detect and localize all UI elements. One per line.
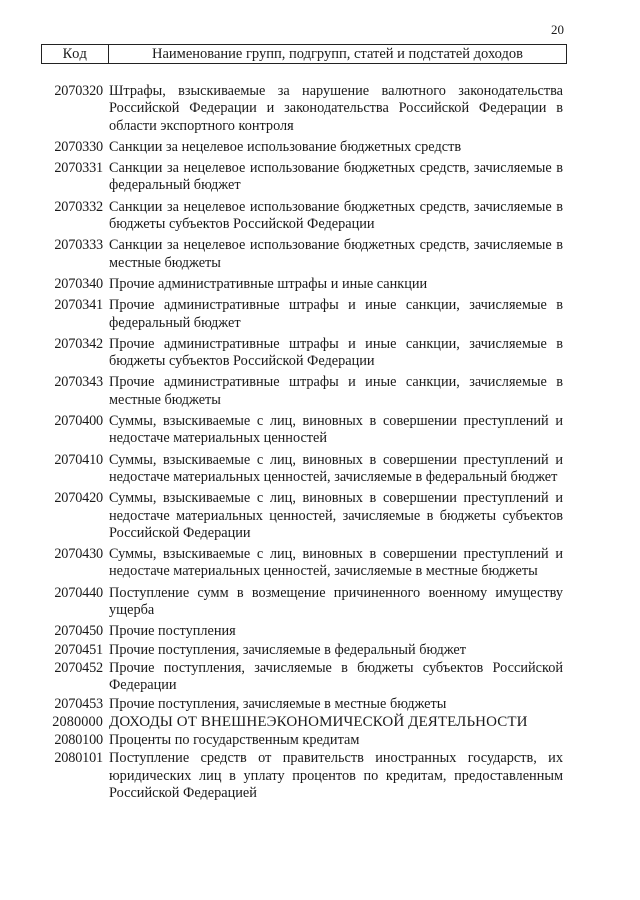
row-code: 2070333: [54, 237, 103, 254]
table-body: [41, 83, 563, 802]
row-name: Суммы, взыскиваемые с лиц, виновных в совершении преступлений и недостаче материальных ценностей, зачисляемые в местные бюджеты: [109, 546, 563, 580]
table-row: [41, 83, 563, 135]
table-row: [41, 585, 563, 620]
row-name: Прочие поступления: [109, 623, 236, 640]
row-code: 2070320: [54, 83, 103, 99]
table-row: [41, 413, 563, 448]
table-row: [41, 546, 563, 581]
row-name: Проценты по государственным кредитам: [109, 732, 360, 749]
row-name: Санкции за нецелевое использование бюджетных средств, зачисляемые в федеральный бюджет: [109, 160, 563, 194]
row-code: 2080000: [52, 713, 103, 730]
row-name: Поступление средств от правительств иностранных государств, их юридических лиц в уплату процентов по кредитам, предоставленным Российской Федерацией: [109, 750, 563, 801]
row-code: 2070342: [54, 335, 103, 352]
row-code: 2070330: [54, 138, 103, 155]
table-row: [41, 237, 563, 272]
row-code: 2080101: [54, 750, 103, 767]
table-row: [41, 750, 563, 802]
table-row: [41, 623, 563, 640]
row-code: 2070450: [54, 623, 103, 640]
row-code: 2070410: [54, 451, 103, 468]
row-code: 2070451: [54, 641, 103, 658]
row-code: 2070332: [54, 198, 103, 215]
table-row: [41, 160, 563, 195]
table-row: [41, 490, 563, 542]
row-code: 2070440: [54, 584, 103, 601]
row-name: Прочие административные штрафы и иные санкции, зачисляемые в федеральный бюджет: [109, 297, 563, 331]
row-code: 2070341: [54, 297, 103, 314]
row-name: Суммы, взыскиваемые с лиц, виновных в совершении преступлений и недостаче материальных ценностей, зачисляемые в бюджеты субъектов Российской Федерации: [109, 490, 563, 541]
section-heading-row: [41, 714, 563, 731]
row-name: Прочие административные штрафы и иные санкции: [109, 275, 428, 292]
table-row: [41, 732, 563, 749]
row-name: Суммы, взыскиваемые с лиц, виновных в совершении преступлений и недостаче материальных ценностей, зачисляемые в федеральный бюджет: [109, 451, 563, 485]
row-code: 2070452: [54, 659, 103, 676]
table-row: [41, 696, 563, 713]
row-name: Штрафы, взыскиваемые за нарушение валютного законодательства Российской Федерации и законодательства Российской Федерации в области экспортного контроля: [109, 83, 563, 134]
row-code: 2070430: [54, 546, 103, 563]
table-row: [41, 199, 563, 234]
table-row: [41, 336, 563, 371]
table-row: [41, 642, 563, 659]
table-header: [41, 44, 567, 64]
row-name: Суммы, взыскиваемые с лиц, виновных в совершении преступлений и недостаче материальных ценностей: [109, 413, 563, 447]
table-row: [41, 297, 563, 332]
row-code: 2070400: [54, 413, 103, 430]
row-code: 2080100: [54, 732, 103, 749]
row-name: Прочие поступления, зачисляемые в федеральный бюджет: [109, 641, 467, 658]
table-row: [41, 276, 563, 293]
table-row: [41, 139, 563, 156]
table-row: [41, 374, 563, 409]
row-name: ДОХОДЫ ОТ ВНЕШНЕЭКОНОМИЧЕСКОЙ ДЕЯТЕЛЬНОСТИ: [109, 713, 528, 730]
row-code: 2070331: [54, 160, 103, 177]
table-row: [41, 452, 563, 487]
row-code: 2070340: [54, 275, 103, 292]
row-name: Прочие административные штрафы и иные санкции, зачисляемые в бюджеты субъектов Российской Федерации: [109, 335, 563, 370]
header-code: Код: [42, 45, 109, 63]
row-name: Прочие административные штрафы и иные санкции, зачисляемые в местные бюджеты: [109, 374, 563, 408]
header-name: Наименование групп, подгрупп, статей и подстатей доходов: [152, 45, 523, 62]
row-name: Санкции за нецелевое использование бюджетных средств, зачисляемые в бюджеты субъектов Российской Федерации: [109, 198, 563, 233]
row-name: Санкции за нецелевое использование бюджетных средств: [109, 138, 462, 155]
row-name: Поступление сумм в возмещение причиненного военному имуществу ущерба: [109, 584, 563, 619]
row-code: 2070453: [54, 695, 103, 712]
row-name: Санкции за нецелевое использование бюджетных средств, зачисляемые в местные бюджеты: [109, 237, 563, 271]
row-code: 2070343: [54, 374, 103, 391]
row-name: Прочие поступления, зачисляемые в местные бюджеты: [109, 695, 447, 712]
row-code: 2070420: [54, 490, 103, 507]
table-row: [41, 660, 563, 695]
row-name: Прочие поступления, зачисляемые в бюджеты субъектов Российской Федерации: [109, 659, 563, 694]
page-number: 20: [551, 22, 564, 37]
